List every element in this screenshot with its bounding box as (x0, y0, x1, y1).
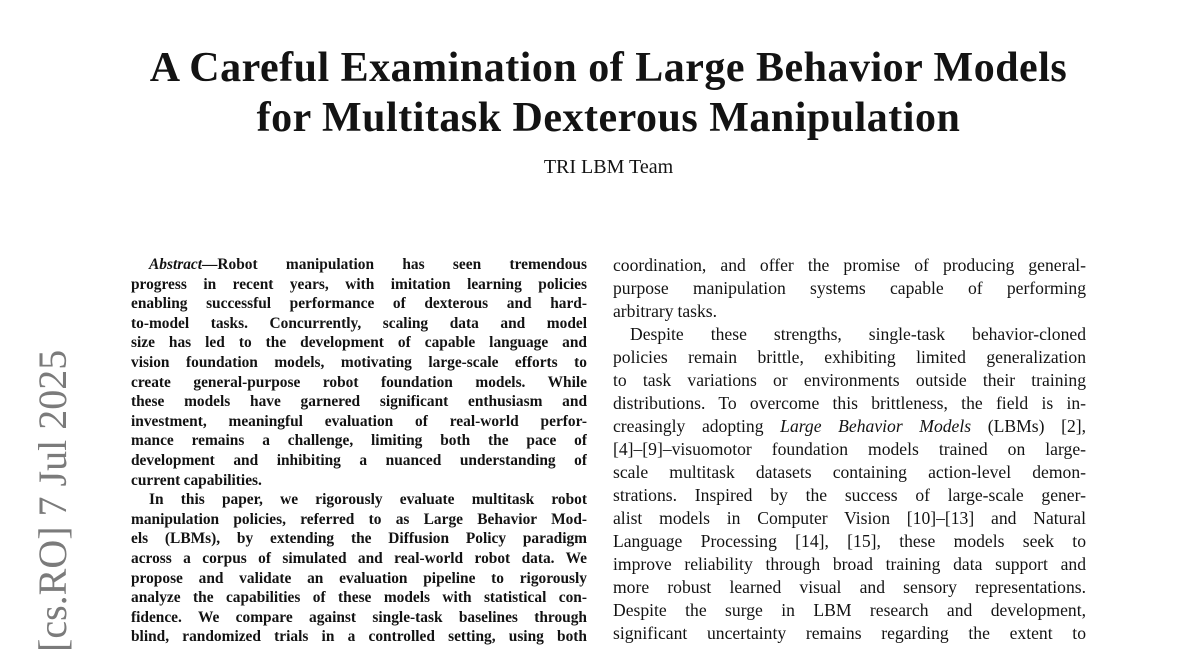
text-line: investment, meaningful evaluation of real-world perfor- (131, 412, 587, 430)
text-line: purpose manipulation systems capable of performing (613, 278, 1086, 298)
paper-title-line2: for Multitask Dexterous Manipulation (256, 95, 961, 141)
text-line: strations. Inspired by the success of large-scale gener- (613, 485, 1086, 505)
page-content (131, 0, 1086, 648)
text-line: alist models in Computer Vision [10]–[13] and Natural (613, 508, 1086, 528)
text-line: fidence. We compare against single-task baselines through (131, 608, 587, 626)
text-line: create general-purpose robot foundation models. While (131, 373, 587, 391)
paper-title (131, 43, 1086, 143)
text-line: more robust learned visual and sensory representations. (613, 577, 1086, 597)
text-line: creasingly adopting Large Behavior Models (LBMs) [2], (613, 416, 1086, 436)
paper-title-line1: A Careful Examination of Large Behavior Models (149, 45, 1068, 91)
paragraph (131, 255, 587, 490)
text-line: to task variations or environments outside their training (613, 370, 1086, 390)
text-line: arbitrary tasks. (613, 301, 718, 321)
text-line: across a corpus of simulated and real-world robot data. We (131, 549, 587, 567)
author-name: TRI LBM Team (543, 156, 674, 178)
text-line: improve reliability through broad training data support and (613, 554, 1086, 574)
text-line: In this paper, we rigorously evaluate multitask robot (149, 491, 587, 509)
text-line: Language Processing [14], [15], these models seek to (613, 531, 1086, 551)
text-line: distributions. To overcome this brittleness, the field is in- (613, 393, 1086, 413)
text-line: Despite the surge in LBM research and development, (613, 600, 1086, 620)
paragraph (613, 323, 1086, 645)
paragraph (131, 490, 587, 647)
text-line: propose and validate an evaluation pipeline to rigorously (131, 569, 587, 587)
text-line: Despite these strengths, single-task behavior-cloned (630, 324, 1086, 344)
text-line: these models have garnered significant enthusiasm and (131, 393, 587, 411)
text-line: policies remain brittle, exhibiting limited generalization (613, 347, 1086, 367)
text-line: size has led to the development of capable language and (131, 334, 587, 352)
text-line: current capabilities. (131, 471, 262, 489)
text-line: significant uncertainty remains regarding the extent to (613, 623, 1086, 643)
text-line: els (LBMs), by extending the Diffusion Policy paradigm (131, 530, 587, 548)
text-line: development and inhibiting a nuanced understanding of (131, 451, 587, 469)
text-line: progress in recent years, with imitation learning policies (131, 275, 587, 293)
arxiv-stamp: [cs.RO] 7 Jul 2025 (30, 349, 75, 652)
text-line: manipulation policies, referred to as Large Behavior Mod- (131, 510, 587, 528)
text-line: Abstract—Robot manipulation has seen tremendous (149, 256, 587, 273)
text-line: to-model tasks. Concurrently, scaling data and model (131, 314, 587, 332)
text-line: mance remains a challenge, limiting both the pace of (131, 432, 587, 450)
text-line: [4]–[9]–visuomotor foundation models trained on large- (613, 439, 1086, 459)
paragraph (613, 254, 1086, 323)
abstract-column (131, 255, 587, 647)
text-line: coordination, and offer the promise of producing general- (613, 255, 1086, 275)
text-line: enabling successful performance of dexterous and hard- (131, 295, 587, 313)
text-line: blind, randomized trials in a controlled setting, using both (131, 628, 587, 646)
text-line: vision foundation models, motivating large-scale efforts to (131, 353, 587, 371)
text-line: analyze the capabilities of these models with statistical con- (131, 589, 587, 607)
body-column (613, 254, 1086, 645)
text-line: scale multitask datasets containing action-level demon- (613, 462, 1086, 482)
